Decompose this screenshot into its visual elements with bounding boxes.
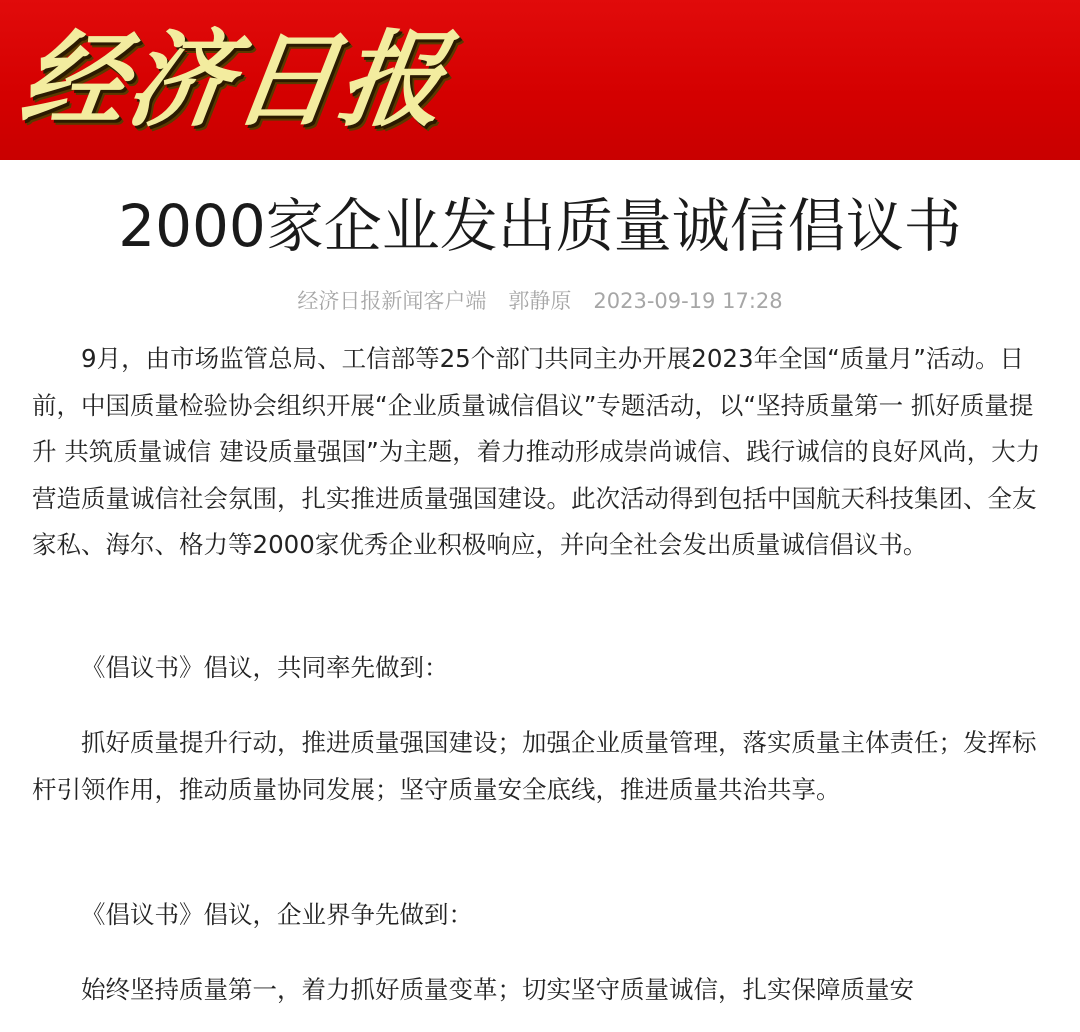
article-paragraph-2: 《倡议书》倡议，共同率先做到：	[81, 653, 449, 682]
article-paragraph-1: 9月，由市场监管总局、工信部等25个部门共同主办开展2023年全国“质量月”活动。日前，中国质量检验协会组织开展“企业质量诚信倡议”专题活动，以“坚持质量第一 抓好质量提升 共筑质量诚信 建设质量强国”为主题，着力推动形成崇尚诚信、践行诚信的良好风尚，大力营造质量诚信社会氛围，扎实推进质量强国建设。此次活动得到包括中国航天科技集团、全友家私、海尔、格力等2000家优秀企业积极响应，并向全社会发出质量诚信倡议书。	[32, 344, 1041, 559]
article-byline	[0, 284, 1080, 318]
byline-author: 郭静原	[508, 289, 572, 313]
article-paragraph-3: 抓好质量提升行动，推进质量强国建设；加强企业质量管理，落实质量主体责任；发挥标杆引领作用，推动质量协同发展；坚守质量安全底线，推进质量共治共享。	[32, 728, 1037, 804]
newspaper-logo[interactable]	[13, 18, 455, 142]
byline-source: 经济日报新闻客户端	[297, 289, 487, 313]
masthead-banner	[0, 0, 1080, 160]
article-title: 2000家企业发出质量诚信倡议书	[118, 192, 962, 260]
article-paragraph-5: 始终坚持质量第一，着力抓好质量变革；切实坚守质量诚信，扎实保障质量安	[81, 975, 914, 1004]
logo-text: 经济日报	[13, 18, 455, 141]
article-paragraph-4: 《倡议书》倡议，企业界争先做到：	[81, 900, 473, 929]
byline-datetime: 2023-09-19 17:28	[593, 289, 783, 313]
